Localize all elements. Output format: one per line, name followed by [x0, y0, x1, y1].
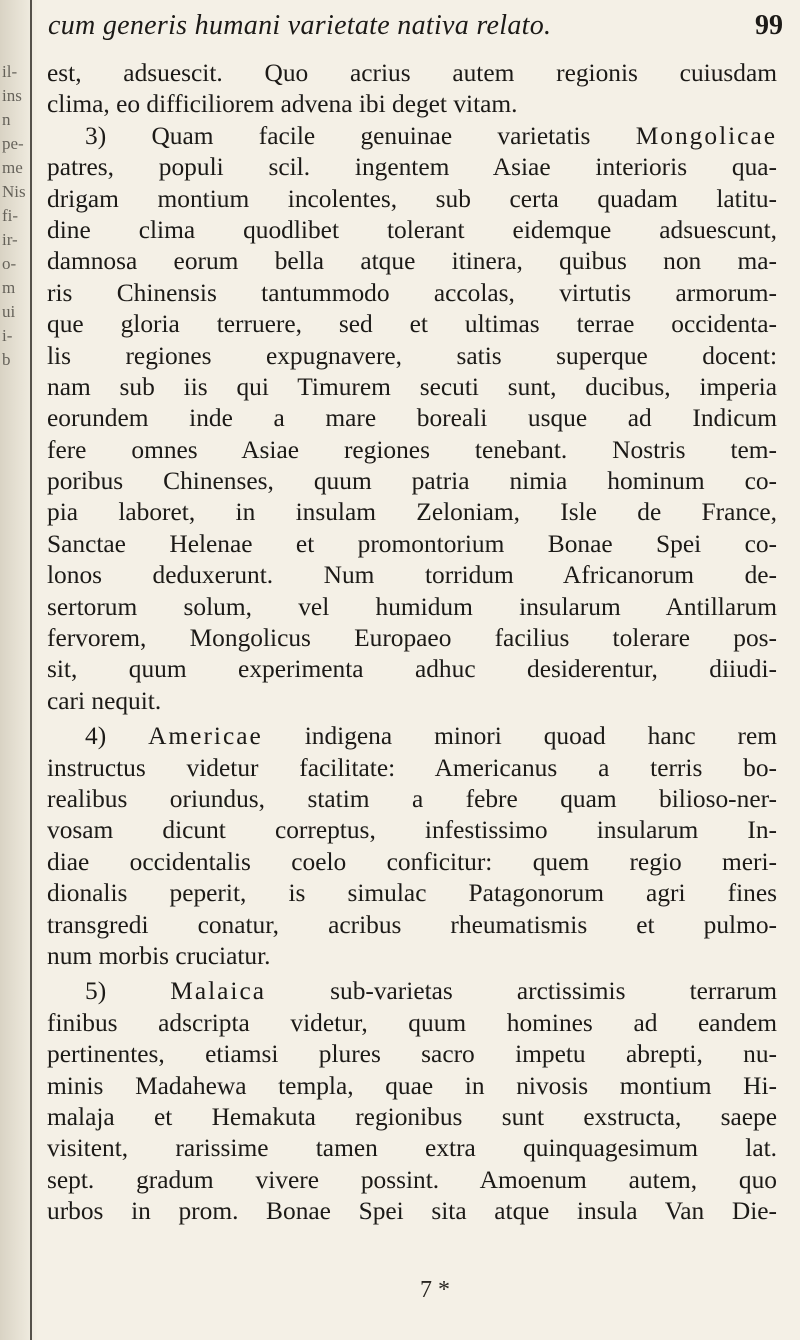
text-line: visitent, rarissime tamen extra quinquagesimum lat.: [47, 1134, 777, 1163]
text-line: eorundem inde a mare boreali usque ad Indicum: [47, 404, 777, 433]
bleed-fragment: ui: [2, 302, 16, 321]
text-line: fervorem, Mongolicus Europaeo facilius tolerare pos-: [47, 624, 777, 653]
bleed-fragment: ir-: [2, 230, 18, 249]
text-line: urbos in prom. Bonae Spei sita atque insula Van Die-: [47, 1197, 777, 1226]
text-line: transgredi conatur, acribus rheumatismis et pulmo-: [47, 910, 777, 939]
text-line: fere omnes Asiae regiones tenebant. Nostris tem-: [47, 435, 777, 464]
paragraph-5-start: 5) Malaica sub-varietas arctissimis terrarum: [85, 977, 777, 1006]
body-text: [47, 58, 777, 1227]
text-line: nam sub iis qui Timurem secuti sunt, ducibus, imperia: [47, 372, 777, 401]
running-head-title: cum generis humani varietate nativa relato.: [48, 10, 552, 41]
bleed-fragment: Nis: [2, 182, 26, 201]
text-line: que gloria terruere, sed et ultimas terrae occidenta-: [47, 310, 777, 339]
text-line: est, adsuescit. Quo acrius autem regionis cuiusdam: [47, 59, 777, 87]
bleed-fragment: i-: [2, 326, 13, 345]
text-line: num morbis cruciatur.: [47, 941, 271, 970]
bleed-fragment: ins: [2, 86, 22, 105]
bleed-fragment: fi-: [2, 206, 19, 225]
text-line: minis Madahewa templa, quae in nivosis montium Hi-: [47, 1071, 777, 1100]
text-line: malaja et Hemakuta regionibus sunt exstructa, saepe: [47, 1102, 777, 1131]
text-line: dionalis peperit, is simulac Patagonorum agri fines: [47, 879, 777, 908]
text-line: vosam dicunt correptus, infestissimo insularum In-: [47, 816, 777, 845]
signature-mark: 7 *: [420, 1277, 450, 1303]
spaced-emphasis: Malaica: [170, 977, 267, 1006]
text-line: pia laboret, in insulam Zeloniam, Isle de France,: [47, 498, 777, 527]
text-line: sept. gradum vivere possint. Amoenum autem, quo: [47, 1165, 777, 1194]
text-line: Sanctae Helenae et promontorium Bonae Spei co-: [47, 529, 777, 558]
bleed-fragment: b: [2, 350, 11, 369]
text-line: clima, eo difficiliorem advena ibi deget vitam.: [47, 90, 518, 119]
text-line: sit, quum experimenta adhuc desiderentur, diiudi-: [47, 655, 777, 684]
bleed-fragment: me: [2, 158, 23, 177]
bleed-fragment: o-: [2, 254, 17, 273]
text-line: poribus Chinenses, quum patria nimia hominum co-: [47, 467, 777, 496]
bleed-fragment: n: [2, 110, 11, 129]
text-line: instructus videtur facilitate: Americanus a terris bo-: [47, 753, 777, 782]
text-line: cari nequit.: [47, 686, 162, 715]
paragraph-4-start: 4) Americae indigena minori quoad hanc rem: [85, 722, 778, 751]
running-head: [48, 10, 783, 50]
bleed-fragment: pe-: [2, 134, 24, 153]
text-line: lis regiones expugnavere, satis superque docent:: [47, 341, 777, 370]
spaced-emphasis: Mongolicae: [635, 121, 777, 150]
text-line: patres, populi scil. ingentem Asiae interioris qua-: [47, 153, 777, 182]
paragraph-3-start: 3) Quam facile genuinae varietatis Mongolicae: [85, 121, 777, 150]
text-line: sertorum solum, vel humidum insularum Antillarum: [47, 592, 777, 621]
text-line: dine clima quodlibet tolerant eidemque adsuescunt,: [47, 215, 777, 244]
spaced-emphasis: Americae: [148, 722, 263, 751]
bleed-fragment: il-: [2, 62, 18, 81]
text-line: drigam montium incolentes, sub certa quadam latitu-: [47, 184, 777, 213]
text-line: lonos deduxerunt. Num torridum Africanorum de-: [47, 561, 777, 590]
text-line: realibus oriundus, statim a febre quam bilioso-ner-: [47, 784, 777, 813]
text-line: pertinentes, etiamsi plures sacro impetu abrepti, nu-: [47, 1040, 777, 1069]
gutter-edge-line: [30, 0, 32, 1340]
text-line: finibus adscripta videtur, quum homines ad eandem: [47, 1008, 777, 1037]
bleed-through-margin: [2, 60, 30, 372]
text-line: diae occidentalis coelo conficitur: quem regio meri-: [47, 847, 777, 876]
bleed-fragment: m: [2, 278, 16, 297]
page-number: 99: [755, 10, 783, 41]
text-line: ris Chinensis tantummodo accolas, virtutis armorum-: [47, 278, 777, 307]
text-line: damnosa eorum bella atque itinera, quibus non ma-: [47, 247, 777, 276]
